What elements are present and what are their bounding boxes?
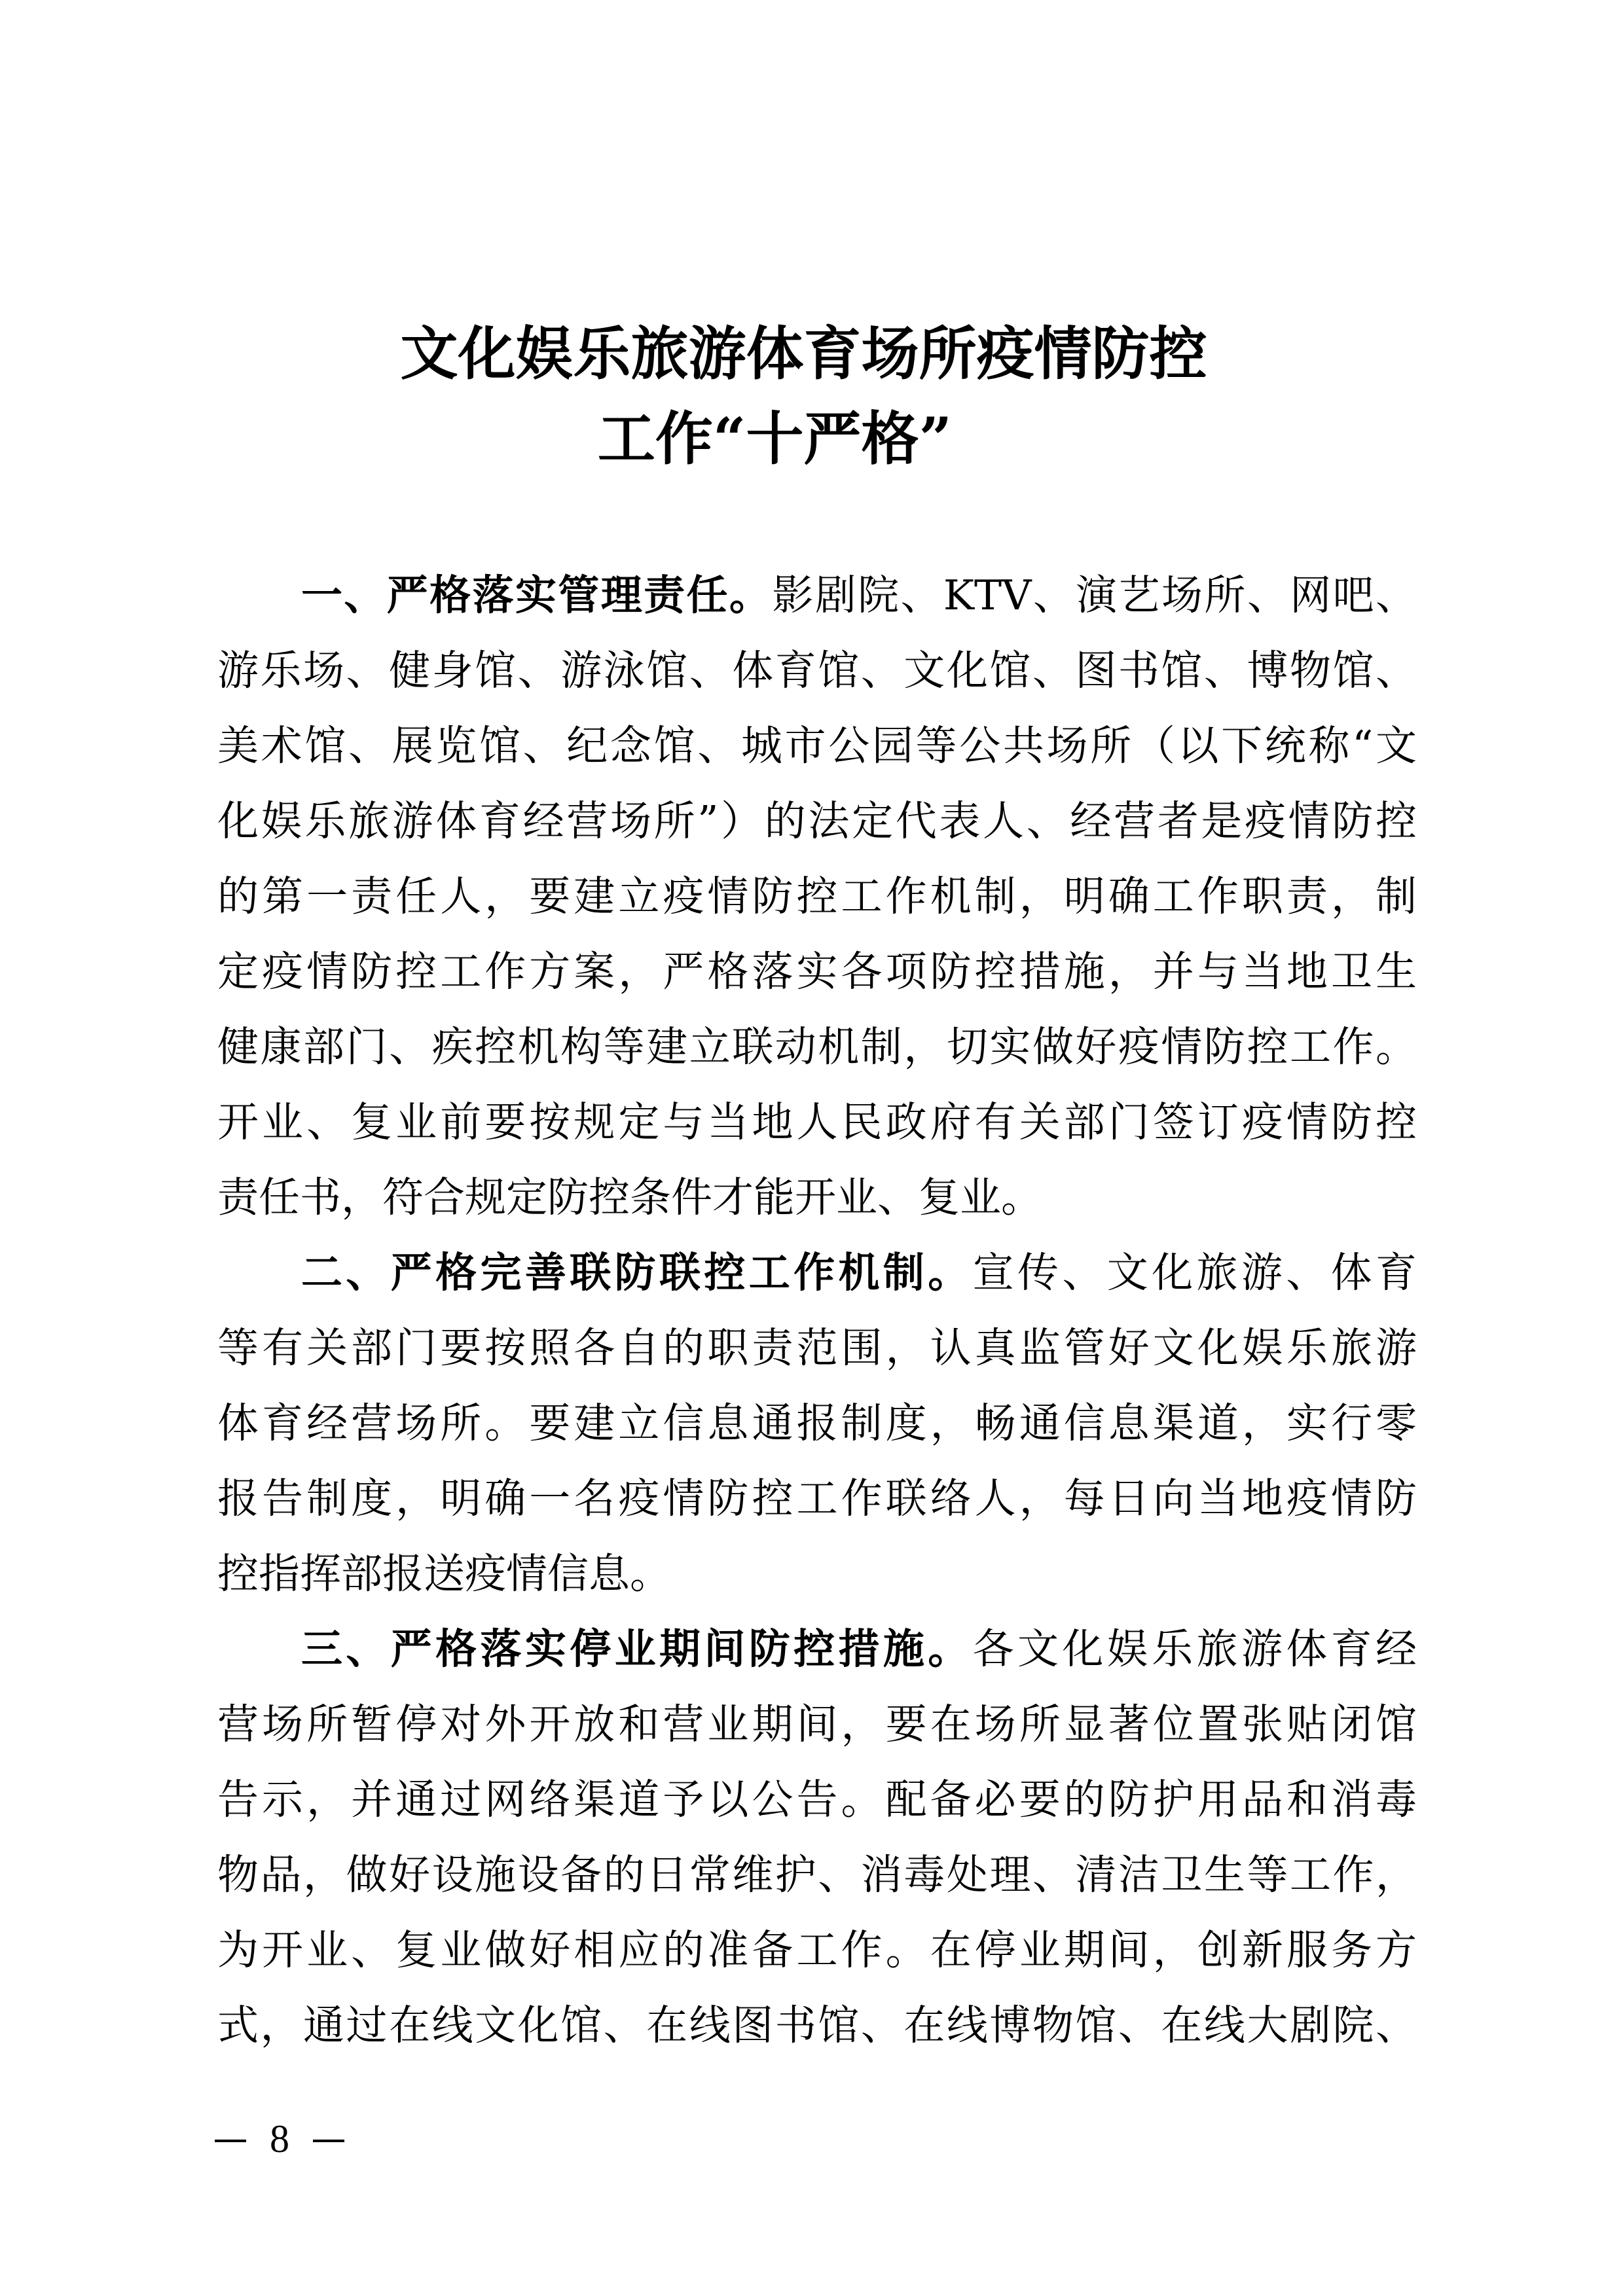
paragraph-line: 等有关部门要按照各自的职责范围，认真监管好文化娱乐旅游: [217, 1324, 1417, 1372]
dash-decoration: [215, 2140, 246, 2142]
section-1-text: 影剧院、KTV、演艺场所、网吧、: [772, 571, 1417, 619]
paragraph-line: 物品，做好设施设备的日常维护、消毒处理、清洁卫生等工作，: [217, 1851, 1417, 1899]
section-1-line-1: [217, 558, 1417, 633]
paragraph-line: 体育经营场所。要建立信息通报制度，畅通信息渠道，实行零: [217, 1399, 1417, 1447]
dash-decoration: [313, 2140, 344, 2142]
paragraph-line: 健康部门、疾控机构等建立联动机制，切实做好疫情防控工作。: [217, 1023, 1417, 1071]
document-title-line-2: 工作“十严格”: [597, 404, 953, 473]
section-2-text: 宣传、文化旅游、体育: [972, 1249, 1417, 1297]
paragraph-line: 开业、复业前要按规定与当地人民政府有关部门签订疫情防控: [217, 1098, 1417, 1146]
paragraph-line: 的第一责任人，要建立疫情防控工作机制，明确工作职责，制: [217, 872, 1417, 920]
paragraph-line: 责任书，符合规定防控条件才能开业、复业。: [217, 1174, 1042, 1221]
page-number-value: 8: [270, 2117, 289, 2161]
paragraph-line: 报告制度，明确一名疫情防控工作联络人，每日向当地疫情防: [217, 1475, 1417, 1522]
document-title-line-1: 文化娱乐旅游体育场所疫情防控: [400, 319, 1207, 387]
paragraph-line: 定疫情防控工作方案，严格落实各项防控措施，并与当地卫生: [217, 948, 1417, 996]
section-3-line-1: [217, 1611, 1417, 1687]
paragraph-line: 控指挥部报送疫情信息。: [217, 1550, 671, 1598]
paragraph-line: 游乐场、健身馆、游泳馆、体育馆、文化馆、图书馆、博物馆、: [217, 647, 1417, 694]
paragraph-line: 营场所暂停对外开放和营业期间，要在场所显著位置张贴闭馆: [217, 1700, 1417, 1748]
section-1-heading: 一、严格落实管理责任。: [301, 571, 773, 619]
paragraph-line: 式，通过在线文化馆、在线图书馆、在线博物馆、在线大剧院、: [217, 2001, 1417, 2049]
page-number: [215, 2119, 344, 2159]
paragraph-line: 美术馆、展览馆、纪念馆、城市公园等公共场所（以下统称“文: [217, 722, 1417, 770]
paragraph-line: 为开业、复业做好相应的准备工作。在停业期间，创新服务方: [217, 1926, 1417, 1974]
section-3-heading: 三、严格落实停业期间防控措施。: [301, 1625, 973, 1673]
section-3-text: 各文化娱乐旅游体育经: [972, 1625, 1417, 1673]
paragraph-line: 化娱乐旅游体育经营场所”）的法定代表人、经营者是疫情防控: [217, 797, 1417, 845]
section-2-heading: 二、严格完善联防联控工作机制。: [301, 1249, 973, 1297]
section-2-line-1: [217, 1235, 1417, 1310]
document-body: [217, 558, 1417, 2063]
paragraph-line: 告示，并通过网络渠道予以公告。配备必要的防护用品和消毒: [217, 1776, 1417, 1823]
